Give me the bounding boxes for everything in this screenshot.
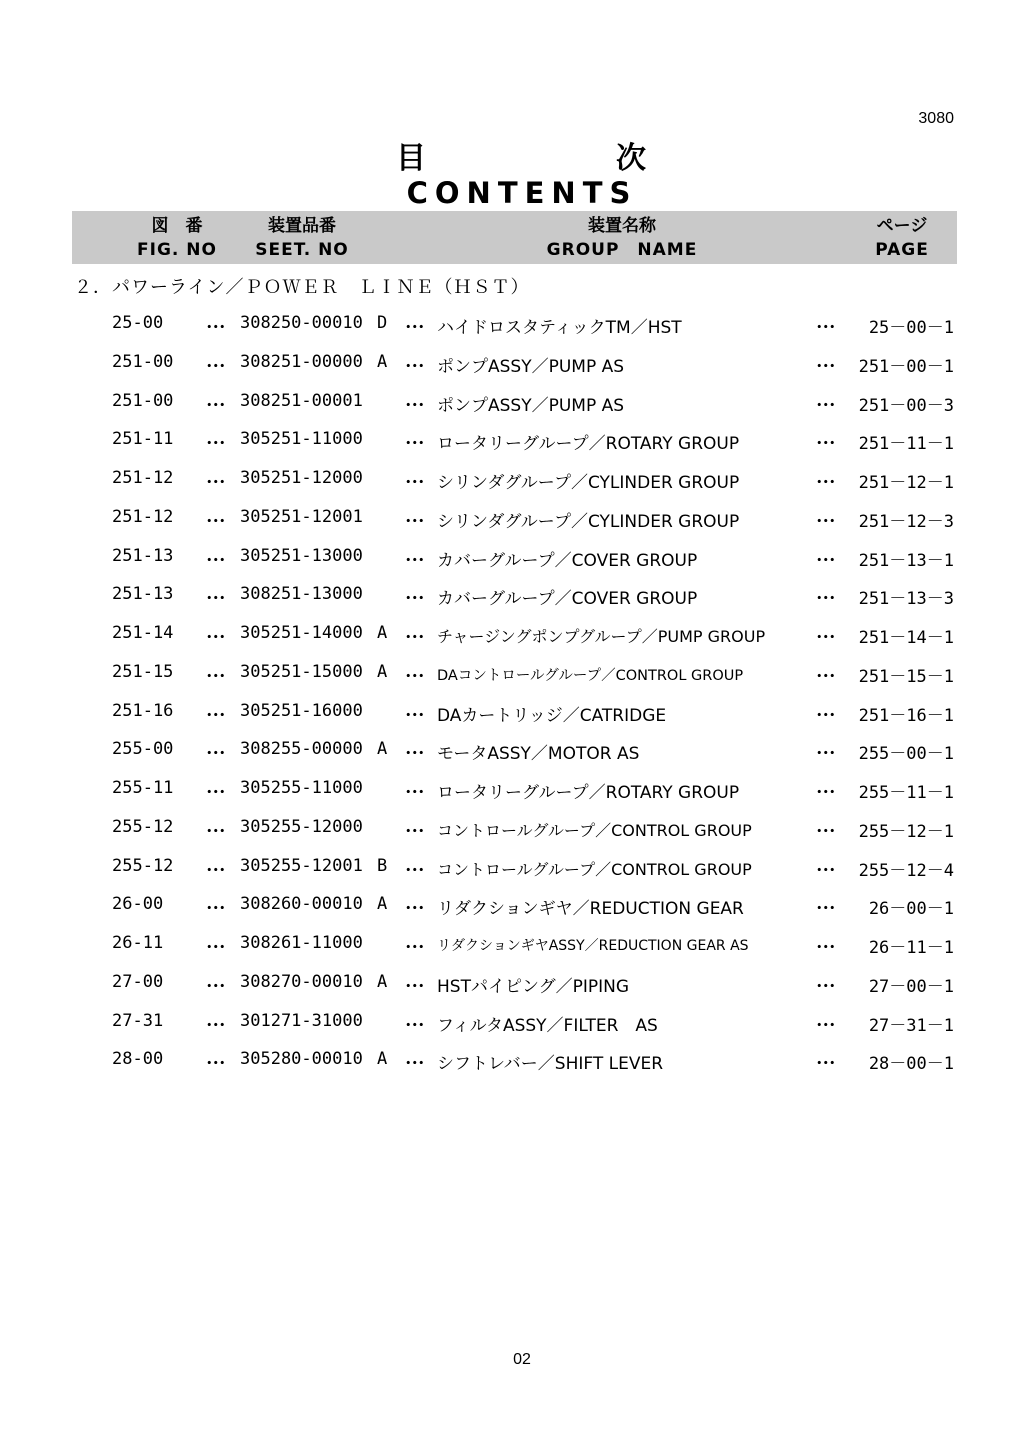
fig-no: 251-14 [112,623,174,643]
seet-no: 305251-11000 [240,429,363,450]
revision: A [377,971,388,992]
leader-dots: ･･･ [205,511,225,532]
leader-dots: ･･･ [205,976,225,997]
leader-dots: ･･･ [205,550,225,571]
col-header-page-en: PAGE [875,240,929,260]
revision: A [377,661,388,682]
leader-dots: ･･･ [404,318,424,338]
contents-row[interactable] [0,692,1024,731]
col-header-page [842,214,962,262]
leader-dots: ･･･ [815,318,835,338]
leader-dots: ･･･ [205,318,225,338]
leader-dots: ･･･ [404,434,424,455]
leader-dots: ･･･ [815,899,835,920]
seet-no: 308260-00010 [240,894,363,915]
fig-no: 28-00 [112,1049,164,1070]
leader-dots: ･･･ [404,628,424,648]
seet-no: 305251-14000 [240,623,363,643]
fig-no: 255-00 [112,739,174,760]
page-ref: 251－15－1 [858,666,954,687]
fig-no: 255-11 [112,778,174,798]
group-name: シリンダグループ／CYLINDER GROUP [437,511,740,532]
group-name: チャージングポンプグループ／PUMP GROUP [437,627,766,646]
group-name: コントロールグループ／CONTROL GROUP [437,859,752,879]
leader-dots: ･･･ [404,783,424,803]
revision: A [377,1049,388,1070]
revision: B [377,855,388,876]
page-ref: 251－13－3 [858,589,954,610]
title-english: CONTENTS [406,176,638,210]
col-header-page-jp: ページ [876,216,928,236]
leader-dots: ･･･ [205,589,225,610]
leader-dots: ･･･ [815,473,835,493]
leader-dots: ･･･ [404,589,424,610]
contents-row[interactable] [0,653,1024,692]
group-name: フィルタASSY／FILTER AS [437,1015,658,1036]
leader-dots: ･･･ [815,356,835,377]
group-name: HSTパイピング／PIPING [437,976,630,997]
contents-row[interactable] [0,537,1024,576]
seet-no: 305251-12001 [240,506,363,527]
page-ref: 255－12－1 [858,821,954,842]
page-ref: 251－11－1 [858,434,954,455]
leader-dots: ･･･ [815,511,835,532]
revision: A [377,623,388,643]
page-ref: 251－00－1 [858,356,954,377]
seet-no: 308270-00010 [240,971,363,992]
leader-dots: ･･･ [404,511,424,532]
group-name: ロータリーグループ／ROTARY GROUP [437,783,740,803]
group-name: カバーグループ／COVER GROUP [437,550,698,571]
seet-no: 308255-00000 [240,739,363,760]
leader-dots: ･･･ [205,705,225,726]
leader-dots: ･･･ [815,589,835,610]
contents-row[interactable] [0,1002,1024,1041]
leader-dots: ･･･ [815,666,835,687]
contents-row[interactable] [0,382,1024,421]
col-header-seet-no [232,214,372,262]
contents-row[interactable] [0,847,1024,886]
seet-no: 305251-13000 [240,545,363,566]
page-ref: 28－00－1 [868,1054,954,1075]
seet-no: 308251-13000 [240,584,363,605]
contents-row[interactable] [0,885,1024,924]
fig-no: 27-31 [112,1010,164,1031]
leader-dots: ･･･ [404,899,424,920]
seet-no: 308250-00010 [240,313,363,333]
group-name: DAコントロールグループ／CONTROL GROUP [437,667,744,684]
fig-no: 251-13 [112,584,174,605]
fig-no: 255-12 [112,855,174,876]
fig-no: 251-16 [112,700,174,721]
leader-dots: ･･･ [815,821,835,842]
page-ref: 251－00－3 [858,395,954,416]
page-ref: 251－16－1 [858,705,954,726]
revision: A [377,894,388,915]
leader-dots: ･･･ [205,860,225,881]
leader-dots: ･･･ [404,821,424,842]
leader-dots: ･･･ [205,666,225,687]
leader-dots: ･･･ [815,783,835,803]
title-jp-char-1: 目 [396,141,426,176]
fig-no: 251-12 [112,506,174,527]
leader-dots: ･･･ [205,628,225,648]
fig-no: 251-00 [112,390,174,411]
leader-dots: ･･･ [815,434,835,455]
seet-no: 308251-00001 [240,390,363,411]
contents-row[interactable] [0,498,1024,537]
col-header-seet-en: SEET. NO [255,240,349,260]
section-title: ２．パワーライン／ＰＯＷＥＲ ＬＩＮＥ（ＨＳＴ） [74,277,530,298]
leader-dots: ･･･ [815,550,835,571]
group-name: ポンプASSY／PUMP AS [437,356,625,377]
page-ref: 26－11－1 [868,938,954,958]
revision: A [377,351,388,372]
fig-no: 251-12 [112,468,174,488]
column-header-band [72,211,957,264]
fig-no: 251-11 [112,429,174,450]
leader-dots: ･･･ [205,899,225,920]
contents-row[interactable] [0,614,1024,653]
seet-no: 305251-15000 [240,661,363,682]
seet-no: 308261-11000 [240,933,363,953]
leader-dots: ･･･ [205,744,225,765]
leader-dots: ･･･ [815,705,835,726]
seet-no: 305255-11000 [240,778,363,798]
leader-dots: ･･･ [815,628,835,648]
group-name: ポンプASSY／PUMP AS [437,395,625,416]
leader-dots: ･･･ [205,821,225,842]
leader-dots: ･･･ [815,1054,835,1075]
title-jp-char-2: 次 [616,141,646,176]
leader-dots: ･･･ [205,395,225,416]
leader-dots: ･･･ [205,434,225,455]
leader-dots: ･･･ [404,395,424,416]
col-header-fig-en: FIG. NO [137,240,217,260]
title-japanese [396,133,646,176]
fig-no: 251-00 [112,351,174,372]
leader-dots: ･･･ [205,473,225,493]
group-name: モータASSY／MOTOR AS [437,744,640,765]
col-header-fig-no [132,214,222,262]
group-name: カバーグループ／COVER GROUP [437,589,698,610]
contents-list [0,304,1024,1079]
group-name: DAカートリッジ／CATRIDGE [437,705,667,726]
page-ref: 255－00－1 [858,744,954,765]
leader-dots: ･･･ [205,1015,225,1036]
group-name: ハイドロスタティックTM／HST [437,318,682,338]
seet-no: 305251-16000 [240,700,363,721]
leader-dots: ･･･ [404,1054,424,1075]
contents-row[interactable] [0,924,1024,963]
leader-dots: ･･･ [404,356,424,377]
seet-no: 305251-12000 [240,468,363,488]
group-name: シフトレバー／SHIFT LEVER [437,1054,664,1075]
leader-dots: ･･･ [205,1054,225,1075]
leader-dots: ･･･ [815,744,835,765]
contents-row[interactable] [0,575,1024,614]
leader-dots: ･･･ [404,666,424,687]
col-header-fig-jp: 図 番 [151,216,203,236]
page-ref: 27－00－1 [868,976,954,997]
contents-row[interactable] [0,304,1024,343]
leader-dots: ･･･ [404,1015,424,1036]
seet-no: 308251-00000 [240,351,363,372]
leader-dots: ･･･ [205,356,225,377]
contents-row[interactable] [0,963,1024,1002]
seet-no: 305280-00010 [240,1049,363,1070]
page-ref: 251－14－1 [858,628,954,648]
seet-no: 305255-12000 [240,816,363,837]
group-name: シリンダグループ／CYLINDER GROUP [437,473,740,493]
page-ref: 27－31－1 [868,1015,954,1036]
seet-no: 301271-31000 [240,1010,363,1031]
group-name: リダクションギヤ／REDUCTION GEAR [437,899,744,920]
page-ref: 26－00－1 [868,899,954,920]
page-ref: 25－00－1 [868,318,954,338]
leader-dots: ･･･ [815,938,835,958]
leader-dots: ･･･ [815,395,835,416]
leader-dots: ･･･ [404,938,424,958]
leader-dots: ･･･ [404,705,424,726]
leader-dots: ･･･ [404,550,424,571]
model-number: 3080 [918,110,954,127]
page-ref: 251－12－3 [858,511,954,532]
contents-row[interactable] [0,769,1024,808]
group-name: リダクションギヤASSY／REDUCTION GEAR AS [437,938,749,954]
fig-no: 251-15 [112,661,174,682]
contents-row[interactable] [0,730,1024,769]
leader-dots: ･･･ [815,860,835,881]
revision: A [377,739,388,760]
group-name: コントロールグループ／CONTROL GROUP [437,820,752,840]
contents-row[interactable] [0,1040,1024,1079]
leader-dots: ･･･ [815,1015,835,1036]
group-name: ロータリーグループ／ROTARY GROUP [437,434,740,455]
revision: D [377,313,388,333]
page-ref: 255－12－4 [858,860,954,881]
page-number: 02 [513,1351,531,1368]
leader-dots: ･･･ [404,473,424,493]
seet-no: 305255-12001 [240,855,363,876]
fig-no: 255-12 [112,816,174,837]
contents-row[interactable] [0,420,1024,459]
fig-no: 26-11 [112,933,164,953]
contents-row[interactable] [0,808,1024,847]
leader-dots: ･･･ [404,744,424,765]
page-ref: 251－13－1 [858,550,954,571]
col-header-group-name [472,214,772,262]
leader-dots: ･･･ [815,976,835,997]
leader-dots: ･･･ [404,860,424,881]
col-header-seet-jp: 装置品番 [268,216,336,236]
page-ref: 255－11－1 [858,783,954,803]
contents-row[interactable] [0,343,1024,382]
fig-no: 25-00 [112,313,164,333]
col-header-group-jp: 装置名称 [588,216,656,236]
leader-dots: ･･･ [404,976,424,997]
leader-dots: ･･･ [205,783,225,803]
col-header-group-en: GROUP NAME [546,240,698,260]
page-ref: 251－12－1 [858,473,954,493]
leader-dots: ･･･ [205,938,225,958]
fig-no: 251-13 [112,545,174,566]
fig-no: 26-00 [112,894,164,915]
contents-row[interactable] [0,459,1024,498]
fig-no: 27-00 [112,971,164,992]
